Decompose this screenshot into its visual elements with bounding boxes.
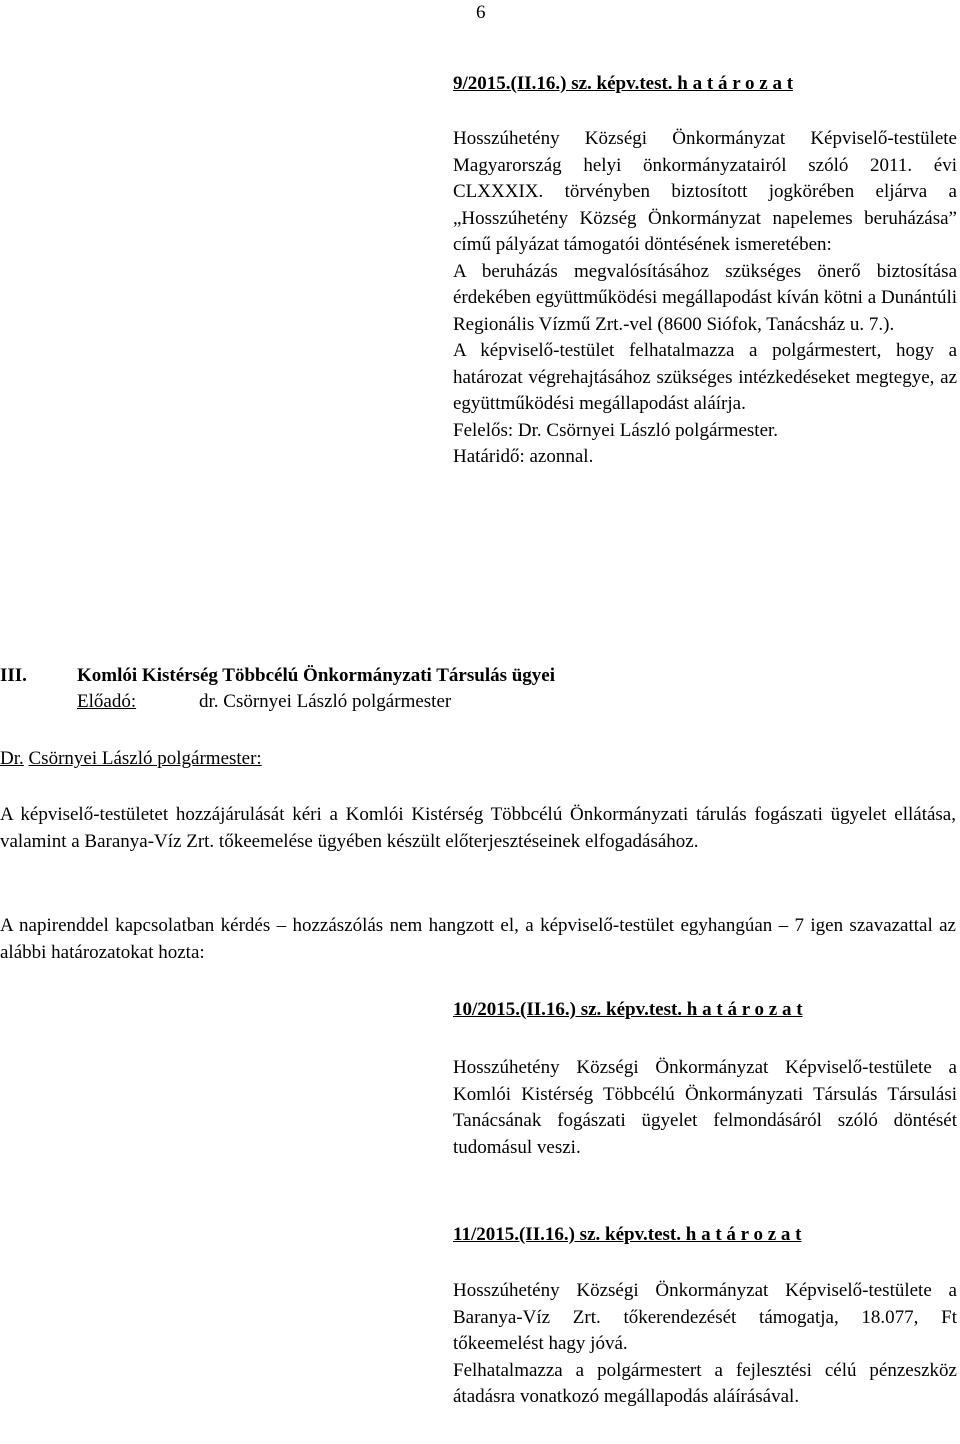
speaker-name: Csörnyei László polgármester: [28, 748, 262, 769]
resolution-10-paragraph-1: Hosszúhetény Községi Önkormányzat Képviselő-testülete a Komlói Kistérség Többcélú Önkormányzati Társulás Társulási Tanácsának fogászati ügyelet felmondásáról szóló döntését tudomásul veszi. [453, 1057, 957, 1158]
presenter-label: Előadó: [77, 691, 137, 712]
resolution-11-paragraph-2: Felhatalmazza a polgármestert a fejlesztési célú pénzeszköz átadásra vonatkozó megállapodás aláírásával. [453, 1359, 957, 1407]
speaker-title: Dr. [0, 748, 24, 769]
resolution-9-title: 9/2015.(II.16.) sz. képv.test. h a t á r o z a t [453, 73, 794, 94]
body-paragraph-2-block [0, 913, 956, 966]
resolution-9-paragraph-2: A beruházás megvalósításához szükséges önerő biztosítása érdekében együttműködési megállapodást kíván kötni a Dunántúli Regionális Vízmű Zrt.-vel (8600 Siófok, Tanácsház u. 7.). [453, 260, 957, 335]
presenter-line [77, 689, 451, 715]
body-paragraph-2: A napirenddel kapcsolatban kérdés – hozzászólás nem hangzott el, a képviselő-testület egyhangúan – 7 igen szavazattal az alábbi határozatokat hozta: [0, 915, 956, 963]
resolution-11-paragraph-1: Hosszúhetény Községi Önkormányzat Képviselő-testülete a Baranya-Víz Zrt. tőkerendezését támogatja, 18.077, Ft tőkeemelést hagy jóvá. [453, 1280, 957, 1354]
resolution-9-deadline: Határidő: azonnal. [453, 446, 594, 467]
presenter-name: dr. Csörnyei László polgármester [199, 691, 452, 712]
body-paragraph-1-block [0, 802, 956, 855]
resolution-9-paragraph-1: Hosszúhetény Községi Önkormányzat Képviselő-testülete Magyarország helyi önkormányzatairól szóló 2011. évi CLXXXIX. törvényben biztosított jogkörében eljárva a „Hosszúhetény Község Önkormányzat napelemes beruházása” című pályázat támogatói döntésének ismeretében: [453, 128, 957, 255]
resolution-11-body [453, 1278, 957, 1411]
resolution-11-title: 11/2015.(II.16.) sz. képv.test. h a t á r o z a t [453, 1224, 802, 1245]
section-title: Komlói Kistérség Többcélú Önkormányzati Társulás ügyei [77, 665, 556, 686]
resolution-9-block [453, 71, 957, 98]
resolution-10-block [453, 997, 957, 1024]
section-heading [0, 663, 555, 689]
resolution-10-body [453, 1055, 957, 1161]
resolution-9-paragraph-3: A képviselő-testület felhatalmazza a polgármestert, hogy a határozat végrehajtásához szükséges intézkedéseket megtegye, az együttműködési megállapodást aláírja. [453, 340, 957, 414]
page-number: 6 [476, 2, 486, 23]
resolution-10-title: 10/2015.(II.16.) sz. képv.test. h a t á r o z a t [453, 999, 803, 1020]
resolution-9-body [453, 126, 957, 471]
body-paragraph-1: A képviselő-testületet hozzájárulását kéri a Komlói Kistérség Többcélú Önkormányzati tárulás fogászati ügyelet ellátása, valamint a Baranya-Víz Zrt. tőkeemelése ügyében készült előterjesztéseinek elfogadásához. [0, 804, 956, 852]
resolution-9-responsible: Felelős: Dr. Csörnyei László polgármester. [453, 419, 779, 441]
speaker-line [0, 746, 262, 772]
resolution-11-block [453, 1222, 957, 1249]
section-number: III. [0, 665, 27, 686]
